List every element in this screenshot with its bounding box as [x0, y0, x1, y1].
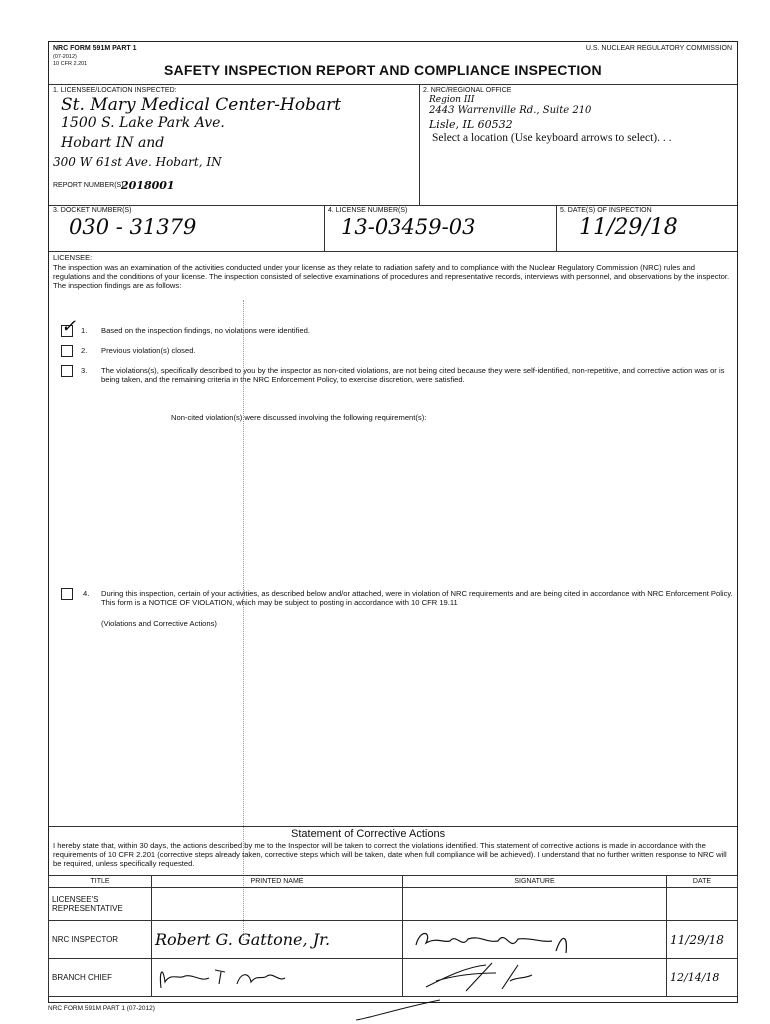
branch-chief-name[interactable] — [152, 959, 403, 997]
form-date: (07-2012) — [53, 54, 77, 60]
item-4-number: 4. — [83, 589, 90, 598]
report-number-label: REPORT NUMBER(S) — [53, 182, 124, 189]
item-1-text: Based on the inspection findings, no violations were identified. — [101, 326, 310, 335]
cfr-reference: 10 CFR 2.201 — [53, 61, 88, 67]
form-number: NRC FORM 591M PART 1 — [53, 45, 137, 52]
row-date[interactable]: 11/29/18 — [667, 921, 738, 959]
signature-table — [48, 875, 738, 997]
docket-label: 3. DOCKET NUMBER(S) — [53, 207, 132, 214]
license-label: 4. LICENSE NUMBER(S) — [328, 207, 408, 214]
item-3-number: 3. — [81, 366, 88, 375]
noncited-text: Non-cited violation(s) were discussed involving the following requirement(s): — [171, 413, 427, 422]
footer-form-id: NRC FORM 591M PART 1 (07-2012) — [48, 1005, 155, 1012]
table-row — [49, 888, 738, 921]
location-select[interactable]: Select a location (Use keyboard arrows to select). . . — [432, 132, 672, 144]
agency-name: U.S. NUCLEAR REGULATORY COMMISSION — [585, 45, 732, 52]
licensee-address-3: 300 W 61st Ave. Hobart, IN — [53, 155, 222, 169]
region-street: 2443 Warrenville Rd., Suite 210 — [429, 105, 592, 116]
signature-tail-mark — [350, 998, 460, 1024]
header-printed-name: PRINTED NAME — [152, 876, 403, 888]
licensee-location-label: 1. LICENSEE/LOCATION INSPECTED: — [53, 87, 177, 94]
item-1-number: 1. — [81, 326, 88, 335]
inspection-date: 11/29/18 — [579, 215, 678, 240]
license-number: 13-03459-03 — [341, 215, 476, 239]
inspection-date-label: 5. DATE(S) OF INSPECTION — [560, 207, 652, 214]
item-2-text: Previous violation(s) closed. — [101, 346, 196, 355]
report-number: 2018001 — [121, 179, 175, 192]
region-city: Lisle, IL 60532 — [429, 118, 513, 131]
licensee-heading: LICENSEE: — [53, 253, 93, 262]
licensee-address-1: 1500 S. Lake Park Ave. — [61, 115, 225, 131]
licensee-address-2: Hobart IN and — [61, 135, 165, 151]
row-printed-name[interactable]: Robert G. Gattone, Jr. — [152, 921, 403, 959]
regional-office-label: 2. NRC/REGIONAL OFFICE — [423, 87, 512, 94]
inspector-signature-mark — [406, 923, 646, 955]
inspection-form — [48, 41, 738, 1003]
header-signature: SIGNATURE — [403, 876, 667, 888]
licensee-name: St. Mary Medical Center-Hobart — [61, 95, 342, 115]
row-title: NRC INSPECTOR — [49, 921, 152, 959]
branch-chief-name-script — [155, 962, 355, 992]
item-2-number: 2. — [81, 346, 88, 355]
row-signature[interactable] — [403, 888, 667, 921]
page-title: SAFETY INSPECTION REPORT AND COMPLIANCE INSPECTION — [164, 62, 602, 78]
header-title: TITLE — [49, 876, 152, 888]
row-title: LICENSEE'S REPRESENTATIVE — [49, 888, 152, 921]
corrective-heading: Statement of Corrective Actions — [291, 828, 446, 840]
item-3-checkbox[interactable] — [61, 365, 73, 377]
item-3-text: The violations(s), specifically described to you by the inspector as non-cited violations, are not being cited because they were self-identified, non-repetitive, and corrective action was or is being taken, and the remaining criteria in the NRC Enforcement Policy, to exercise discretion, were satisfied. — [101, 366, 725, 385]
row-printed-name[interactable] — [152, 888, 403, 921]
table-row — [49, 921, 738, 959]
corrective-statement: I hereby state that, within 30 days, the actions described by me to the Inspector will be taken to correct the violations identified. This statement of corrective actions is made in accordance with the requirements of 10 CFR 2.201 (corrective steps already taken, corrective steps which will be taken, date when full compliance will be achieved). I understand that no further written response to NRC will be required, unless specifically requested. — [53, 841, 727, 869]
branch-chief-signature-mark — [406, 961, 646, 993]
inspector-signature[interactable] — [403, 921, 667, 959]
branch-chief-signature[interactable] — [403, 959, 667, 997]
docket-number: 030 - 31379 — [69, 215, 197, 239]
item-4-text: During this inspection, certain of your activities, as described below and/or attached, were in violation of NRC requirements and are being cited in accordance with NRC Enforcement Policy. This form is a NOTICE OF VIOLATION, which may be subject to posting in accordance with 10 CFR 19.11 — [101, 589, 733, 608]
table-row — [49, 959, 738, 997]
row-date[interactable] — [667, 888, 738, 921]
inspection-intro: The inspection was an examination of the activities conducted under your license as they relate to radiation safety and to compliance with the Nuclear Regulatory Commission (NRC) rules and regulations and the conditions of your license. The inspection consisted of selective examinations of procedures and representative records, interviews with personnel, and observations by the inspector. The inspection findings are as follows: — [53, 263, 730, 291]
item-2-checkbox[interactable] — [61, 345, 73, 357]
item-4-checkbox[interactable] — [61, 588, 73, 600]
row-date[interactable]: 12/14/18 — [667, 959, 738, 997]
region-name: Region III — [429, 95, 475, 105]
row-title: BRANCH CHIEF — [49, 959, 152, 997]
header-date: DATE — [667, 876, 738, 888]
item-1-checkmark: ✓ — [61, 316, 77, 337]
item-4-subtitle: (Violations and Corrective Actions) — [101, 619, 217, 628]
